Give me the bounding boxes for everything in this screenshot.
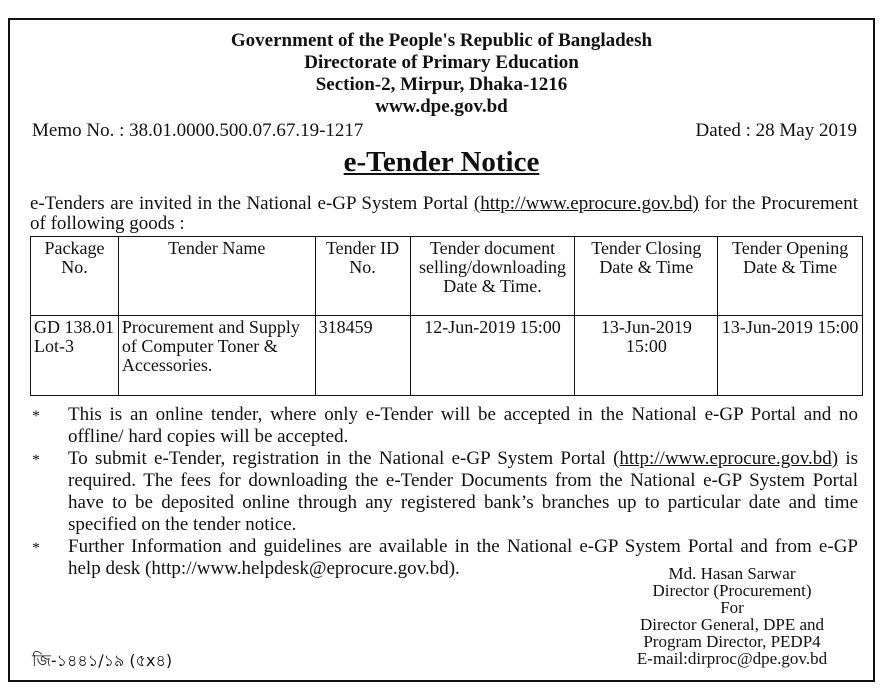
memo-date: Dated : 28 May 2019 — [695, 120, 857, 141]
notice-title: e-Tender Notice — [343, 146, 540, 178]
signatory-name: Md. Hasan Sarwar — [668, 564, 796, 583]
signature-block — [622, 565, 842, 667]
memo-number: Memo No. : 38.01.0000.500.07.67.19-1217 — [32, 120, 364, 141]
signatory-designation: Director (Procurement) — [652, 581, 812, 600]
header-closing-date: Tender Closing Date & Time — [575, 237, 718, 316]
signatory-for-whom-2: Program Director, PEDP4 — [643, 632, 821, 651]
signatory-for: For — [720, 598, 744, 617]
letterhead-address: Section-2, Mirpur, Dhaka-1216 — [315, 74, 568, 95]
table-row — [31, 316, 863, 396]
intro-paragraph — [30, 194, 858, 234]
intro-text-after: for the Procurement of following goods : — [30, 193, 858, 234]
table-header-row — [31, 237, 863, 316]
header-opening-date: Tender Opening Date & Time — [718, 237, 863, 316]
cell-tender-id: 318459 — [315, 316, 410, 396]
header-package: Package No. — [31, 237, 119, 316]
note-text-after: is required. The fees for downloading the e-Tender Documents from the National e-GP System Portal have to be deposited online through any registered bank’s branches up to particular date and time specified on the tender notice. — [68, 448, 858, 535]
note-text: This is an online tender, where only e-Tender will be accepted in the National e-GP Portal and no offline/ hard copies will be accepted. — [68, 404, 858, 447]
signatory-email: E-mail:dirproc@dpe.gov.bd — [636, 649, 828, 668]
note-text-before: To submit e-Tender, registration in the National e-GP System Portal — [68, 448, 614, 469]
signatory-for-whom-1: Director General, DPE and — [639, 615, 825, 634]
bullet-star: * — [32, 540, 40, 557]
notice-frame — [8, 18, 875, 682]
cell-package: GD 138.01 Lot-3 — [31, 316, 119, 396]
letterhead-website: www.dpe.gov.bd — [375, 96, 508, 117]
notes-list — [30, 404, 858, 583]
header-tender-name: Tender Name — [118, 237, 315, 316]
header-selling-date: Tender document selling/downloading Date & Time. — [410, 237, 575, 316]
tender-table — [30, 236, 863, 396]
note-registration — [30, 448, 858, 536]
bullet-star: * — [32, 408, 40, 425]
letterhead-directorate: Directorate of Primary Education — [304, 52, 579, 73]
cell-closing-date: 13-Jun-2019 15:00 — [575, 316, 718, 396]
cell-tender-name: Procurement and Supply of Computer Toner & Accessories. — [118, 316, 315, 396]
intro-text-before: e-Tenders are invited in the National e-GP System Portal — [30, 193, 474, 214]
footer-code: জি-১৪৪১/১৯ (৫x৪) — [32, 651, 173, 670]
header-tender-id: Tender ID No. — [315, 237, 410, 316]
note-text: Further Information and guidelines are available in the National e-GP System Portal and from e-GP help desk (http://www.helpdesk@eprocure.gov.bd). — [68, 536, 858, 579]
bullet-star: * — [32, 452, 40, 469]
cell-opening-date: 13-Jun-2019 15:00 — [718, 316, 863, 396]
letterhead — [10, 30, 873, 118]
letterhead-government: Government of the People's Republic of Bangladesh — [230, 30, 653, 51]
cell-selling-date: 12-Jun-2019 15:00 — [410, 316, 575, 396]
eprocure-link[interactable]: (http://www.eprocure.gov.bd) — [473, 193, 699, 214]
eprocure-link[interactable]: (http://www.eprocure.gov.bd) — [613, 448, 839, 469]
note-online-only — [30, 404, 858, 448]
